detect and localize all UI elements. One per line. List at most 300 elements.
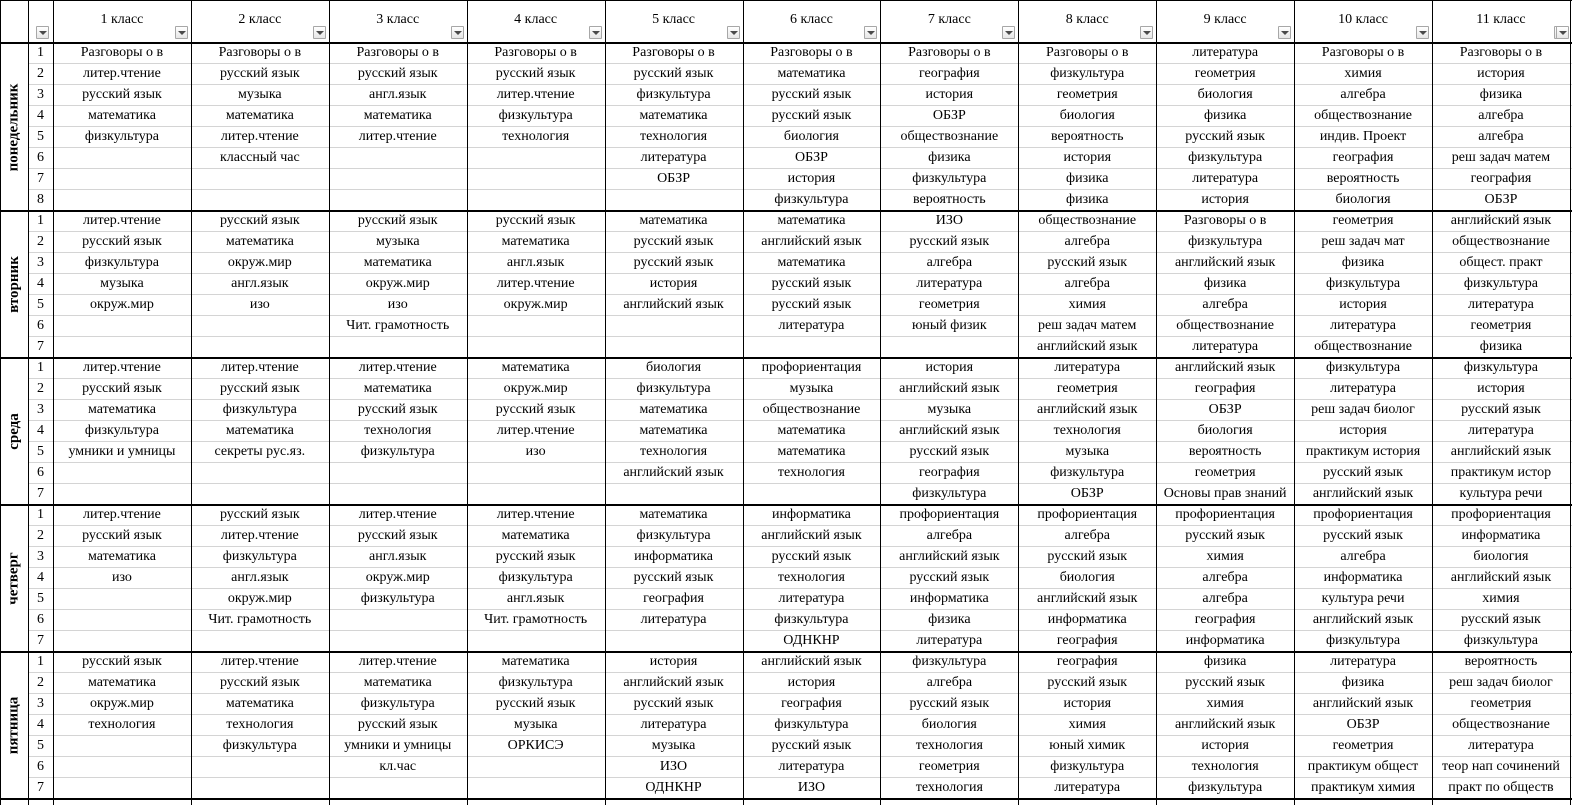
- lesson-cell[interactable]: окруж.мир: [227, 255, 292, 270]
- lesson-cell[interactable]: русский язык: [357, 717, 438, 732]
- lesson-cell[interactable]: профориентация: [1037, 507, 1138, 522]
- lesson-cell[interactable]: русский язык: [1323, 528, 1403, 543]
- lesson-cell[interactable]: практикум общест: [1307, 759, 1419, 774]
- lesson-cell[interactable]: культура речи: [1321, 591, 1405, 606]
- lesson-cell[interactable]: физкультура: [222, 738, 297, 753]
- lesson-cell[interactable]: история: [1339, 423, 1387, 438]
- lesson-cell[interactable]: литер.чтение: [496, 87, 575, 102]
- lesson-cell[interactable]: геометрия: [1056, 87, 1118, 102]
- lesson-cell[interactable]: история: [1477, 381, 1525, 396]
- lesson-cell[interactable]: [467, 337, 605, 358]
- lesson-cell[interactable]: физика: [1479, 339, 1523, 354]
- lesson-cell[interactable]: технология: [915, 780, 983, 795]
- lesson-cell[interactable]: история: [1201, 192, 1249, 207]
- lesson-cell[interactable]: [191, 484, 329, 505]
- lesson-cell[interactable]: ОБЗР: [1070, 486, 1104, 501]
- lesson-cell[interactable]: геометрия: [1332, 738, 1394, 753]
- lesson-cell[interactable]: русский язык: [1047, 549, 1128, 564]
- lesson-cell[interactable]: геометрия: [1470, 318, 1532, 333]
- lesson-cell[interactable]: математика: [225, 423, 294, 438]
- lesson-cell[interactable]: русский язык: [1047, 675, 1128, 690]
- lesson-cell[interactable]: [53, 463, 191, 484]
- lesson-cell[interactable]: [329, 631, 467, 652]
- lesson-cell[interactable]: английский язык: [1174, 360, 1276, 375]
- lesson-cell[interactable]: английский язык: [623, 465, 724, 480]
- lesson-cell[interactable]: [605, 337, 743, 358]
- lesson-cell[interactable]: [53, 778, 191, 799]
- lesson-cell[interactable]: английский язык: [1312, 612, 1414, 627]
- lesson-cell[interactable]: алгебра: [926, 255, 973, 270]
- lesson-cell[interactable]: юный химик: [1049, 738, 1126, 753]
- filter-dropdown-icon[interactable]: [1416, 26, 1429, 39]
- lesson-cell[interactable]: англ.язык: [506, 591, 565, 606]
- lesson-cell[interactable]: англ.язык: [506, 255, 565, 270]
- lesson-cell[interactable]: русский язык: [771, 276, 852, 291]
- lesson-cell[interactable]: профориентация: [899, 507, 1000, 522]
- lesson-cell[interactable]: русский язык: [357, 213, 438, 228]
- lesson-cell[interactable]: практикум истор: [1450, 465, 1552, 480]
- lesson-cell[interactable]: теор нап сочинений: [1441, 759, 1560, 774]
- lesson-cell[interactable]: изо: [249, 297, 270, 312]
- lesson-cell[interactable]: литература: [1468, 738, 1534, 753]
- lesson-cell[interactable]: география: [643, 591, 704, 606]
- lesson-cell[interactable]: [329, 337, 467, 358]
- lesson-cell[interactable]: обществознание: [1452, 234, 1550, 249]
- lesson-cell[interactable]: математика: [363, 675, 432, 690]
- lesson-cell[interactable]: английский язык: [1037, 402, 1138, 417]
- lesson-cell[interactable]: физика: [1203, 654, 1247, 669]
- lesson-cell[interactable]: Чит. грамотность: [484, 612, 588, 627]
- lesson-cell[interactable]: физкультура: [774, 717, 849, 732]
- lesson-cell[interactable]: русский язык: [909, 696, 990, 711]
- lesson-cell[interactable]: изо: [387, 297, 408, 312]
- lesson-cell[interactable]: окруж.мир: [89, 297, 154, 312]
- lesson-cell[interactable]: русский язык: [219, 675, 300, 690]
- lesson-cell[interactable]: информатика: [772, 507, 851, 522]
- lesson-cell[interactable]: русский язык: [82, 528, 162, 543]
- lesson-cell[interactable]: русский язык: [219, 213, 300, 228]
- lesson-cell[interactable]: математика: [501, 654, 570, 669]
- lesson-cell[interactable]: реш задач матем: [1451, 150, 1551, 165]
- filter-dropdown-icon[interactable]: [1556, 26, 1569, 39]
- lesson-cell[interactable]: обществознание: [762, 402, 861, 417]
- lesson-cell[interactable]: литература: [640, 717, 707, 732]
- lesson-cell[interactable]: русский язык: [495, 66, 576, 81]
- lesson-cell[interactable]: алгебра: [1064, 528, 1110, 543]
- lesson-cell[interactable]: история: [925, 360, 974, 375]
- lesson-cell[interactable]: [467, 190, 605, 211]
- lesson-cell[interactable]: технология: [502, 129, 570, 144]
- lesson-cell[interactable]: физкультура: [912, 654, 987, 669]
- lesson-cell[interactable]: русский язык: [495, 402, 576, 417]
- lesson-cell[interactable]: математика: [87, 549, 156, 564]
- lesson-cell[interactable]: физкультура: [360, 444, 435, 459]
- lesson-cell[interactable]: русский язык: [219, 66, 300, 81]
- lesson-cell[interactable]: физкультура: [498, 570, 573, 585]
- filter-dropdown-icon[interactable]: [1002, 26, 1015, 39]
- lesson-cell[interactable]: английский язык: [1450, 213, 1552, 228]
- lesson-cell[interactable]: физкультура: [1326, 633, 1401, 648]
- lesson-cell[interactable]: окруж.мир: [89, 696, 154, 711]
- lesson-cell[interactable]: вероятность: [1050, 129, 1124, 144]
- lesson-cell[interactable]: химия: [1206, 549, 1244, 564]
- lesson-cell[interactable]: биология: [1473, 549, 1529, 564]
- lesson-cell[interactable]: физика: [1341, 675, 1385, 690]
- lesson-cell[interactable]: математика: [639, 423, 708, 438]
- lesson-cell[interactable]: русский язык: [357, 528, 438, 543]
- lesson-cell[interactable]: литер.чтение: [358, 507, 437, 522]
- lesson-cell[interactable]: [605, 631, 743, 652]
- lesson-cell[interactable]: [605, 484, 743, 505]
- lesson-cell[interactable]: физкультура: [636, 381, 711, 396]
- lesson-cell[interactable]: геометрия: [1194, 66, 1256, 81]
- lesson-cell[interactable]: английский язык: [761, 234, 862, 249]
- lesson-cell[interactable]: математика: [225, 234, 294, 249]
- lesson-cell[interactable]: физика: [1203, 108, 1247, 123]
- lesson-cell[interactable]: литер.чтение: [83, 213, 161, 228]
- lesson-cell[interactable]: профориентация: [761, 360, 862, 375]
- lesson-cell[interactable]: [53, 610, 191, 631]
- lesson-cell[interactable]: литература: [778, 318, 845, 333]
- lesson-cell[interactable]: [329, 169, 467, 190]
- lesson-cell[interactable]: литература: [916, 633, 983, 648]
- lesson-cell[interactable]: [743, 337, 881, 358]
- lesson-cell[interactable]: русский язык: [771, 738, 852, 753]
- lesson-cell[interactable]: алгебра: [926, 675, 973, 690]
- lesson-cell[interactable]: английский язык: [899, 423, 1000, 438]
- lesson-cell[interactable]: музыка: [238, 87, 282, 102]
- lesson-cell[interactable]: информатика: [634, 549, 713, 564]
- lesson-cell[interactable]: технология: [1053, 423, 1121, 438]
- lesson-cell[interactable]: физика: [1203, 276, 1247, 291]
- lesson-cell[interactable]: технология: [777, 570, 845, 585]
- lesson-cell[interactable]: физкультура: [84, 255, 159, 270]
- lesson-cell[interactable]: секреты рус.яз.: [214, 444, 306, 459]
- lesson-cell[interactable]: литература: [1054, 360, 1121, 375]
- lesson-cell[interactable]: русский язык: [357, 402, 438, 417]
- lesson-cell[interactable]: алгебра: [1478, 129, 1524, 144]
- lesson-cell[interactable]: вероятность: [1326, 171, 1400, 186]
- lesson-cell[interactable]: история: [1201, 738, 1249, 753]
- lesson-cell[interactable]: информатика: [1323, 570, 1403, 585]
- lesson-cell[interactable]: [191, 337, 329, 358]
- lesson-cell[interactable]: Разговоры о в: [218, 45, 302, 60]
- lesson-cell[interactable]: химия: [1068, 297, 1106, 312]
- lesson-cell[interactable]: ОБЗР: [794, 150, 828, 165]
- lesson-cell[interactable]: технология: [226, 717, 294, 732]
- lesson-cell[interactable]: геометрия: [1470, 696, 1532, 711]
- lesson-cell[interactable]: русский язык: [357, 66, 438, 81]
- lesson-cell[interactable]: [329, 463, 467, 484]
- lesson-cell[interactable]: классный час: [219, 150, 300, 165]
- lesson-cell[interactable]: русский язык: [1461, 612, 1541, 627]
- lesson-cell[interactable]: русский язык: [633, 234, 714, 249]
- lesson-cell[interactable]: Разговоры о в: [1183, 213, 1267, 228]
- lesson-cell[interactable]: физкультура: [498, 108, 573, 123]
- lesson-cell[interactable]: [329, 610, 467, 631]
- lesson-cell[interactable]: математика: [777, 423, 846, 438]
- lesson-cell[interactable]: русский язык: [1185, 675, 1265, 690]
- lesson-cell[interactable]: профориентация: [1175, 507, 1275, 522]
- lesson-cell[interactable]: химия: [1482, 591, 1520, 606]
- lesson-cell[interactable]: литер.чтение: [220, 528, 299, 543]
- lesson-cell[interactable]: [191, 463, 329, 484]
- lesson-cell[interactable]: русский язык: [1323, 465, 1403, 480]
- lesson-cell[interactable]: история: [1477, 66, 1525, 81]
- lesson-cell[interactable]: литература: [1330, 318, 1396, 333]
- lesson-cell[interactable]: математика: [639, 507, 708, 522]
- lesson-cell[interactable]: геометрия: [1332, 213, 1394, 228]
- lesson-cell[interactable]: английский язык: [1174, 255, 1276, 270]
- lesson-cell[interactable]: биология: [1059, 570, 1115, 585]
- lesson-cell[interactable]: окруж.мир: [365, 570, 430, 585]
- lesson-cell[interactable]: [53, 484, 191, 505]
- lesson-cell[interactable]: математика: [363, 255, 432, 270]
- lesson-cell[interactable]: математика: [777, 213, 846, 228]
- lesson-cell[interactable]: литер.чтение: [358, 129, 437, 144]
- lesson-cell[interactable]: [191, 631, 329, 652]
- lesson-cell[interactable]: алгебра: [926, 528, 973, 543]
- lesson-cell[interactable]: технология: [88, 717, 156, 732]
- lesson-cell[interactable]: английский язык: [761, 528, 862, 543]
- lesson-cell[interactable]: математика: [777, 255, 846, 270]
- lesson-cell[interactable]: физкультура: [1463, 360, 1538, 375]
- lesson-cell[interactable]: математика: [225, 108, 294, 123]
- lesson-cell[interactable]: физкультура: [1050, 66, 1125, 81]
- lesson-cell[interactable]: музыка: [651, 738, 696, 753]
- lesson-cell[interactable]: Разговоры о в: [770, 45, 853, 60]
- lesson-cell[interactable]: физкультура: [1188, 234, 1263, 249]
- lesson-cell[interactable]: ИЗО: [797, 780, 826, 795]
- lesson-cell[interactable]: история: [1339, 297, 1387, 312]
- lesson-cell[interactable]: алгебра: [1340, 549, 1386, 564]
- lesson-cell[interactable]: [53, 190, 191, 211]
- lesson-cell[interactable]: биология: [645, 360, 702, 375]
- lesson-cell[interactable]: англ.язык: [231, 276, 289, 291]
- lesson-cell[interactable]: ОДНКНР: [645, 780, 702, 795]
- lesson-cell[interactable]: русский язык: [1185, 528, 1265, 543]
- lesson-cell[interactable]: русский язык: [82, 87, 162, 102]
- lesson-cell[interactable]: музыка: [1065, 444, 1110, 459]
- lesson-cell[interactable]: литература: [1330, 654, 1396, 669]
- lesson-cell[interactable]: география: [918, 465, 980, 480]
- lesson-cell[interactable]: умники и умницы: [68, 444, 176, 459]
- lesson-cell[interactable]: изо: [111, 570, 132, 585]
- lesson-cell[interactable]: физика: [928, 612, 971, 627]
- lesson-cell[interactable]: [467, 169, 605, 190]
- lesson-cell[interactable]: литер.чтение: [220, 360, 299, 375]
- lesson-cell[interactable]: ОБЗР: [657, 171, 691, 186]
- lesson-cell[interactable]: литература: [916, 276, 983, 291]
- lesson-cell[interactable]: [880, 337, 1018, 358]
- lesson-cell[interactable]: ОБЗР: [1484, 192, 1518, 207]
- lesson-cell[interactable]: физика: [1341, 255, 1385, 270]
- lesson-cell[interactable]: физкультура: [1188, 150, 1263, 165]
- lesson-cell[interactable]: литер.чтение: [220, 129, 299, 144]
- lesson-cell[interactable]: русский язык: [633, 570, 714, 585]
- lesson-cell[interactable]: физкультура: [912, 486, 987, 501]
- lesson-cell[interactable]: реш задач биолог: [1311, 402, 1415, 417]
- lesson-cell[interactable]: биология: [1197, 87, 1253, 102]
- lesson-cell[interactable]: Разговоры о в: [494, 45, 577, 60]
- lesson-cell[interactable]: Разговоры о в: [1321, 45, 1405, 60]
- lesson-cell[interactable]: [53, 631, 191, 652]
- lesson-cell[interactable]: физкультура: [774, 192, 849, 207]
- lesson-cell[interactable]: англ.язык: [231, 570, 289, 585]
- lesson-cell[interactable]: английский язык: [761, 654, 862, 669]
- lesson-cell[interactable]: математика: [501, 528, 570, 543]
- lesson-cell[interactable]: физкультура: [222, 402, 297, 417]
- lesson-cell[interactable]: [53, 736, 191, 757]
- lesson-cell[interactable]: русский язык: [219, 507, 300, 522]
- lesson-cell[interactable]: литература: [1192, 45, 1259, 60]
- lesson-cell[interactable]: физкультура: [360, 696, 435, 711]
- lesson-cell[interactable]: вероятность: [1188, 444, 1262, 459]
- lesson-cell[interactable]: русский язык: [219, 381, 300, 396]
- filter-dropdown-icon[interactable]: [727, 26, 740, 39]
- lesson-cell[interactable]: литература: [778, 759, 845, 774]
- lesson-cell[interactable]: [605, 190, 743, 211]
- lesson-cell[interactable]: алгебра: [1202, 591, 1248, 606]
- lesson-cell[interactable]: Разговоры о в: [1459, 45, 1543, 60]
- lesson-cell[interactable]: история: [787, 675, 836, 690]
- lesson-cell[interactable]: обществознание: [1314, 108, 1412, 123]
- lesson-cell[interactable]: [53, 337, 191, 358]
- lesson-cell[interactable]: практикум история: [1305, 444, 1421, 459]
- lesson-cell[interactable]: физика: [1479, 87, 1523, 102]
- lesson-cell[interactable]: реш задач биолог: [1449, 675, 1553, 690]
- lesson-cell[interactable]: география: [1056, 633, 1118, 648]
- lesson-cell[interactable]: [53, 169, 191, 190]
- lesson-cell[interactable]: музыка: [927, 402, 972, 417]
- lesson-cell[interactable]: физкультура: [774, 612, 849, 627]
- lesson-cell[interactable]: английский язык: [1312, 696, 1414, 711]
- lesson-cell[interactable]: алгебра: [1064, 234, 1110, 249]
- lesson-cell[interactable]: [53, 757, 191, 778]
- lesson-cell[interactable]: физкультура: [1050, 759, 1125, 774]
- lesson-cell[interactable]: география: [1470, 171, 1532, 186]
- lesson-cell[interactable]: литература: [778, 591, 845, 606]
- lesson-cell[interactable]: алгебра: [1478, 108, 1524, 123]
- lesson-cell[interactable]: русский язык: [771, 108, 852, 123]
- lesson-cell[interactable]: английский язык: [1037, 339, 1138, 354]
- lesson-cell[interactable]: Разговоры о в: [80, 45, 164, 60]
- lesson-cell[interactable]: информатика: [1461, 528, 1541, 543]
- lesson-cell[interactable]: музыка: [513, 717, 558, 732]
- lesson-cell[interactable]: музыка: [789, 381, 834, 396]
- lesson-cell[interactable]: физкультура: [360, 591, 435, 606]
- filter-dropdown-icon[interactable]: [313, 26, 326, 39]
- lesson-cell[interactable]: история: [787, 171, 836, 186]
- lesson-cell[interactable]: физкультура: [1188, 780, 1263, 795]
- lesson-cell[interactable]: ОДНКНР: [783, 633, 840, 648]
- lesson-cell[interactable]: английский язык: [623, 297, 724, 312]
- filter-dropdown-icon[interactable]: [36, 26, 49, 39]
- lesson-cell[interactable]: геометрия: [1194, 465, 1256, 480]
- lesson-cell[interactable]: английский язык: [899, 381, 1000, 396]
- lesson-cell[interactable]: окруж.мир: [503, 297, 568, 312]
- lesson-cell[interactable]: практикум химия: [1311, 780, 1416, 795]
- lesson-cell[interactable]: литература: [640, 150, 707, 165]
- lesson-cell[interactable]: русский язык: [771, 297, 852, 312]
- lesson-cell[interactable]: математика: [363, 108, 432, 123]
- lesson-cell[interactable]: история: [1063, 150, 1112, 165]
- lesson-cell[interactable]: литер.чтение: [83, 66, 161, 81]
- lesson-cell[interactable]: математика: [87, 402, 156, 417]
- lesson-cell[interactable]: русский язык: [495, 696, 576, 711]
- lesson-cell[interactable]: английский язык: [1312, 486, 1414, 501]
- lesson-cell[interactable]: физика: [1066, 192, 1109, 207]
- lesson-cell[interactable]: русский язык: [909, 570, 990, 585]
- lesson-cell[interactable]: [467, 316, 605, 337]
- lesson-cell[interactable]: [467, 463, 605, 484]
- lesson-cell[interactable]: профориентация: [1313, 507, 1413, 522]
- lesson-cell[interactable]: обществознание: [1176, 318, 1274, 333]
- lesson-cell[interactable]: [467, 778, 605, 799]
- lesson-cell[interactable]: [191, 316, 329, 337]
- filter-dropdown-icon[interactable]: [451, 26, 464, 39]
- lesson-cell[interactable]: история: [649, 276, 698, 291]
- lesson-cell[interactable]: Чит. грамотность: [208, 612, 312, 627]
- lesson-cell[interactable]: математика: [777, 66, 846, 81]
- lesson-cell[interactable]: русский язык: [771, 549, 852, 564]
- lesson-cell[interactable]: математика: [777, 444, 846, 459]
- lesson-cell[interactable]: математика: [639, 213, 708, 228]
- lesson-cell[interactable]: физкультура: [1463, 633, 1538, 648]
- lesson-cell[interactable]: [467, 148, 605, 169]
- lesson-cell[interactable]: [467, 757, 605, 778]
- lesson-cell[interactable]: [191, 190, 329, 211]
- lesson-cell[interactable]: литература: [1468, 297, 1534, 312]
- lesson-cell[interactable]: геометрия: [918, 297, 980, 312]
- lesson-cell[interactable]: [329, 148, 467, 169]
- lesson-cell[interactable]: физкультура: [636, 528, 711, 543]
- lesson-cell[interactable]: ИЗО: [659, 759, 688, 774]
- lesson-cell[interactable]: ИЗО: [935, 213, 963, 228]
- lesson-cell[interactable]: [605, 316, 743, 337]
- lesson-cell[interactable]: окруж.мир: [365, 276, 430, 291]
- lesson-cell[interactable]: биология: [1059, 108, 1115, 123]
- lesson-cell[interactable]: Чит. грамотность: [346, 318, 450, 333]
- lesson-cell[interactable]: технология: [364, 423, 432, 438]
- lesson-cell[interactable]: обществознание: [1038, 213, 1137, 228]
- lesson-cell[interactable]: алгебра: [1340, 87, 1386, 102]
- filter-dropdown-icon[interactable]: [1140, 26, 1153, 39]
- lesson-cell[interactable]: физкультура: [636, 87, 711, 102]
- lesson-cell[interactable]: практ по обществ: [1448, 780, 1554, 795]
- lesson-cell[interactable]: [53, 589, 191, 610]
- lesson-cell[interactable]: физкультура: [1326, 276, 1401, 291]
- lesson-cell[interactable]: биология: [1197, 423, 1253, 438]
- lesson-cell[interactable]: [191, 757, 329, 778]
- lesson-cell[interactable]: география: [1332, 150, 1394, 165]
- lesson-cell[interactable]: обществознание: [1314, 339, 1412, 354]
- lesson-cell[interactable]: алгебра: [1202, 570, 1248, 585]
- lesson-cell[interactable]: [467, 631, 605, 652]
- lesson-cell[interactable]: литература: [1192, 171, 1259, 186]
- lesson-cell[interactable]: информатика: [1047, 612, 1127, 627]
- lesson-cell[interactable]: история: [925, 87, 974, 102]
- lesson-cell[interactable]: общест. практ: [1459, 255, 1543, 270]
- lesson-cell[interactable]: литер.чтение: [358, 360, 437, 375]
- lesson-cell[interactable]: литер.чтение: [496, 507, 575, 522]
- lesson-cell[interactable]: физкультура: [1050, 465, 1125, 480]
- lesson-cell[interactable]: математика: [87, 108, 156, 123]
- lesson-cell[interactable]: английский язык: [1450, 570, 1552, 585]
- lesson-cell[interactable]: ОБЗР: [932, 108, 966, 123]
- lesson-cell[interactable]: биология: [921, 717, 977, 732]
- lesson-cell[interactable]: Разговоры о в: [632, 45, 715, 60]
